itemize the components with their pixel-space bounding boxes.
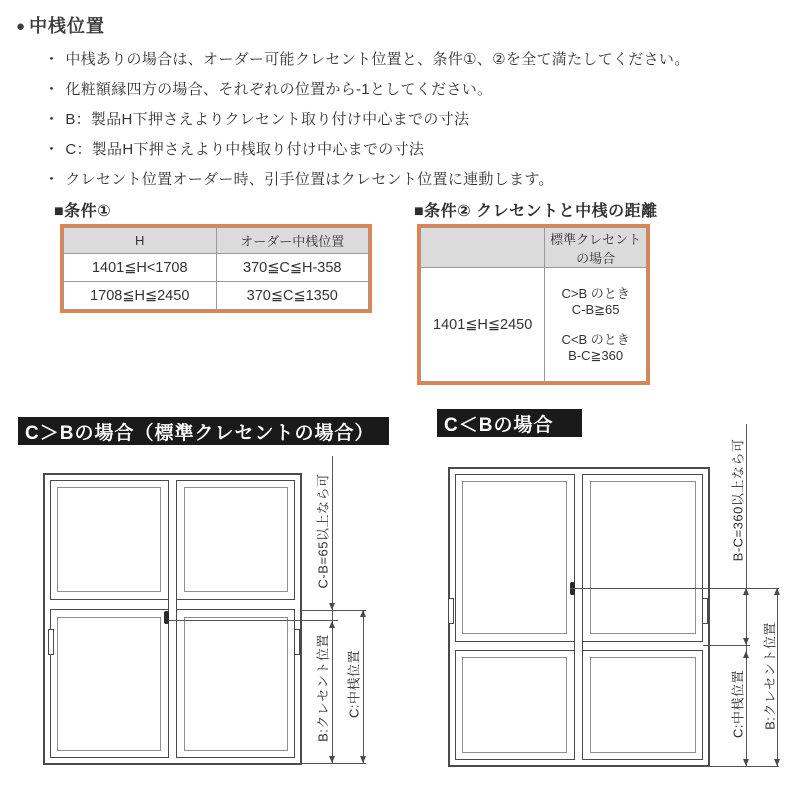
case-condition: C<B のとき xyxy=(561,331,630,347)
arrowhead-icon xyxy=(329,621,335,628)
dimension-label-c: C:中桟位置 xyxy=(346,649,362,719)
meeting-stile xyxy=(168,480,177,758)
table-col-header-empty xyxy=(421,228,545,268)
extension-line-rail xyxy=(302,610,366,611)
condition1-table xyxy=(60,224,372,313)
header-line: の場合 xyxy=(576,250,616,266)
case-block xyxy=(545,286,646,318)
arrowhead-icon xyxy=(360,756,366,763)
note-line xyxy=(44,138,424,159)
table-row xyxy=(421,268,647,382)
glass-pane xyxy=(184,617,288,751)
note-line xyxy=(44,48,690,69)
pull-handle xyxy=(294,629,300,655)
condition1-heading-text: 条件① xyxy=(64,203,112,220)
note-text: 化粧額縁四方の場合、それぞれの位置から-1としてください。 xyxy=(65,81,493,98)
dimension-label-c: C:中桟位置 xyxy=(730,669,746,739)
extension-line-bottom xyxy=(297,763,366,764)
table-cell: 370≦C≦1350 xyxy=(216,282,369,310)
section-marker-icon: ■ xyxy=(414,203,425,220)
dimension-label-gap: C-B=65以上なら可 xyxy=(315,473,331,589)
header-line: 標準クレセント xyxy=(550,231,642,247)
table-col-header xyxy=(545,228,647,268)
page-title xyxy=(16,12,105,38)
arrowhead-icon xyxy=(329,756,335,763)
arrowhead-icon xyxy=(743,651,749,658)
table-cell: 370≦C≦H-358 xyxy=(216,254,369,282)
title-bullet-icon: ● xyxy=(16,18,27,35)
arrowhead-icon xyxy=(743,638,749,645)
diagram-left-title-bar xyxy=(18,417,389,445)
dimension-label-gap: B-C=360以上なら可 xyxy=(730,438,746,562)
pull-handle xyxy=(702,598,708,624)
arrowhead-icon xyxy=(329,603,335,610)
section-marker-icon: ■ xyxy=(54,203,65,220)
crescent-lock-icon xyxy=(164,611,169,624)
table-row xyxy=(64,282,369,310)
table-cell xyxy=(545,268,647,382)
pull-handle xyxy=(48,629,54,655)
condition2-table xyxy=(417,224,650,385)
bullet-icon: ・ xyxy=(44,51,60,68)
dimension-label-b: B:クレセント位置 xyxy=(762,622,778,730)
glass-pane xyxy=(462,481,567,634)
note-line xyxy=(44,78,492,99)
case-block xyxy=(545,332,646,364)
condition2-heading xyxy=(414,198,658,221)
extension-line-rail xyxy=(703,645,750,646)
case-rule: B-C≧360 xyxy=(568,347,624,363)
table-row xyxy=(64,254,369,282)
glass-pane xyxy=(590,657,696,753)
bullet-icon: ・ xyxy=(44,111,60,128)
extension-line-crescent xyxy=(168,620,338,621)
note-text: B：製品H下押さえよりクレセント取り付け中心までの寸法 xyxy=(65,111,470,128)
glass-pane xyxy=(57,487,161,592)
meeting-stile xyxy=(574,474,583,760)
glass-pane xyxy=(57,617,161,751)
pull-handle xyxy=(448,598,454,624)
condition1-heading xyxy=(54,198,111,221)
table-cell: 1401≦H≦2450 xyxy=(421,268,545,382)
diagram-right-title: C＜Bの場合 xyxy=(444,414,554,436)
arrowhead-icon xyxy=(743,759,749,766)
bullet-icon: ・ xyxy=(44,81,60,98)
arrowhead-icon xyxy=(774,588,780,595)
bullet-icon: ・ xyxy=(44,141,60,158)
case-condition: C>B のとき xyxy=(561,285,630,301)
table-cell: 1401≦H<1708 xyxy=(64,254,217,282)
note-line xyxy=(44,108,469,129)
diagram-left-title: C＞Bの場合（標準クレセントの場合） xyxy=(25,422,375,444)
glass-pane xyxy=(462,657,567,753)
table-col-header: H xyxy=(64,228,217,254)
note-text: C：製品H下押さえより中桟取り付け中心までの寸法 xyxy=(65,141,425,158)
table-col-header: オーダー中桟位置 xyxy=(216,228,369,254)
glass-pane xyxy=(590,481,696,634)
dimension-line-c xyxy=(363,610,364,763)
note-text: 中桟ありの場合は、オーダー可能クレセント位置と、条件①、②を全て満たしてください。 xyxy=(65,51,690,68)
table-cell: 1708≦H≦2450 xyxy=(64,282,217,310)
glass-pane xyxy=(184,487,288,592)
extension-line-bottom xyxy=(703,766,779,767)
arrowhead-icon xyxy=(743,588,749,595)
case-rule: C-B≧65 xyxy=(571,301,620,317)
note-text: クレセント位置オーダー時、引手位置はクレセント位置に連動します。 xyxy=(65,171,554,188)
diagram-right-title-bar xyxy=(437,409,582,437)
condition2-heading-text: 条件② クレセントと中桟の距離 xyxy=(424,203,658,220)
bullet-icon: ・ xyxy=(44,171,60,188)
arrowhead-icon xyxy=(774,759,780,766)
note-line xyxy=(44,168,554,189)
page-title-text: 中桟位置 xyxy=(29,16,106,36)
dimension-label-b: B:クレセント位置 xyxy=(315,634,331,742)
arrowhead-icon xyxy=(360,610,366,617)
